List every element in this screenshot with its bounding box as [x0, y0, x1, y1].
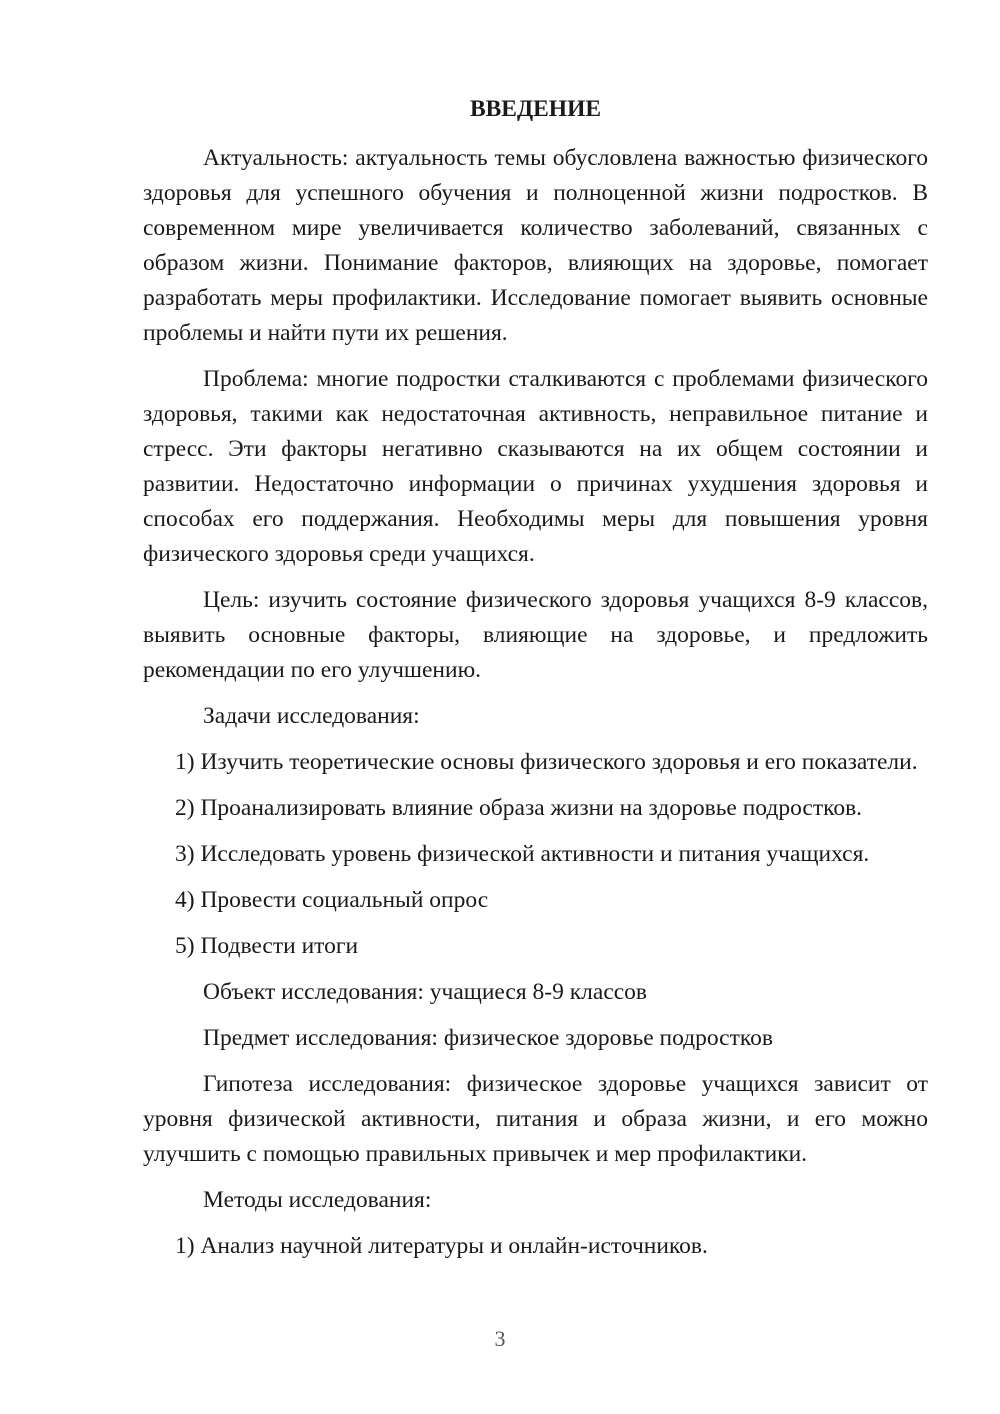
tasks-title: Задачи исследования: [203, 703, 420, 729]
section-heading: ВВЕДЕНИЕ [469, 96, 602, 122]
task-item-1: 1) Изучить теоретические основы физического здоровья и его показатели. [175, 749, 918, 775]
task-item-4: 4) Провести социальный опрос [175, 887, 489, 913]
relevance-paragraph: Актуальность: актуальность темы обусловлена важностью физического здоровья для успешного обучения и полноценной жизни подростков. В современном мире увеличивается количество заболеваний, связанных с образом жизни. Понимание факторов, влияющих на здоровье, помогает разработать меры профилактики. Исследование помогает выявить основные проблемы и найти пути их решения. [143, 145, 928, 346]
object-paragraph: Объект исследования: учащиеся 8-9 классов [203, 979, 648, 1005]
page-number: 3 [494, 1326, 506, 1351]
task-item-2: 2) Проанализировать влияние образа жизни на здоровье подростков. [175, 795, 863, 821]
methods-title: Методы исследования: [203, 1187, 432, 1213]
document-page [143, 92, 928, 1275]
method-item-1: 1) Анализ научной литературы и онлайн-источников. [175, 1233, 708, 1259]
subject-paragraph: Предмет исследования: физическое здоровье подростков [203, 1025, 773, 1051]
hypothesis-paragraph: Гипотеза исследования: физическое здоровье учащихся зависит от уровня физической активности, питания и образа жизни, и его можно улучшить с помощью правильных привычек и мер профилактики. [143, 1071, 928, 1167]
task-item-3: 3) Исследовать уровень физической активности и питания учащихся. [175, 841, 870, 867]
goal-paragraph: Цель: изучить состояние физического здоровья учащихся 8-9 классов, выявить основные факторы, влияющие на здоровье, и предложить рекомендации по его улучшению. [143, 587, 928, 683]
problem-paragraph: Проблема: многие подростки сталкиваются с проблемами физического здоровья, такими как недостаточная активность, неправильное питание и стресс. Эти факторы негативно сказываются на их общем состоянии и развитии. Недостаточно информации о причинах ухудшения здоровья и способах его поддержания. Необходимы меры для повышения уровня физического здоровья среди учащихся. [143, 366, 928, 567]
task-item-5: 5) Подвести итоги [175, 933, 359, 959]
